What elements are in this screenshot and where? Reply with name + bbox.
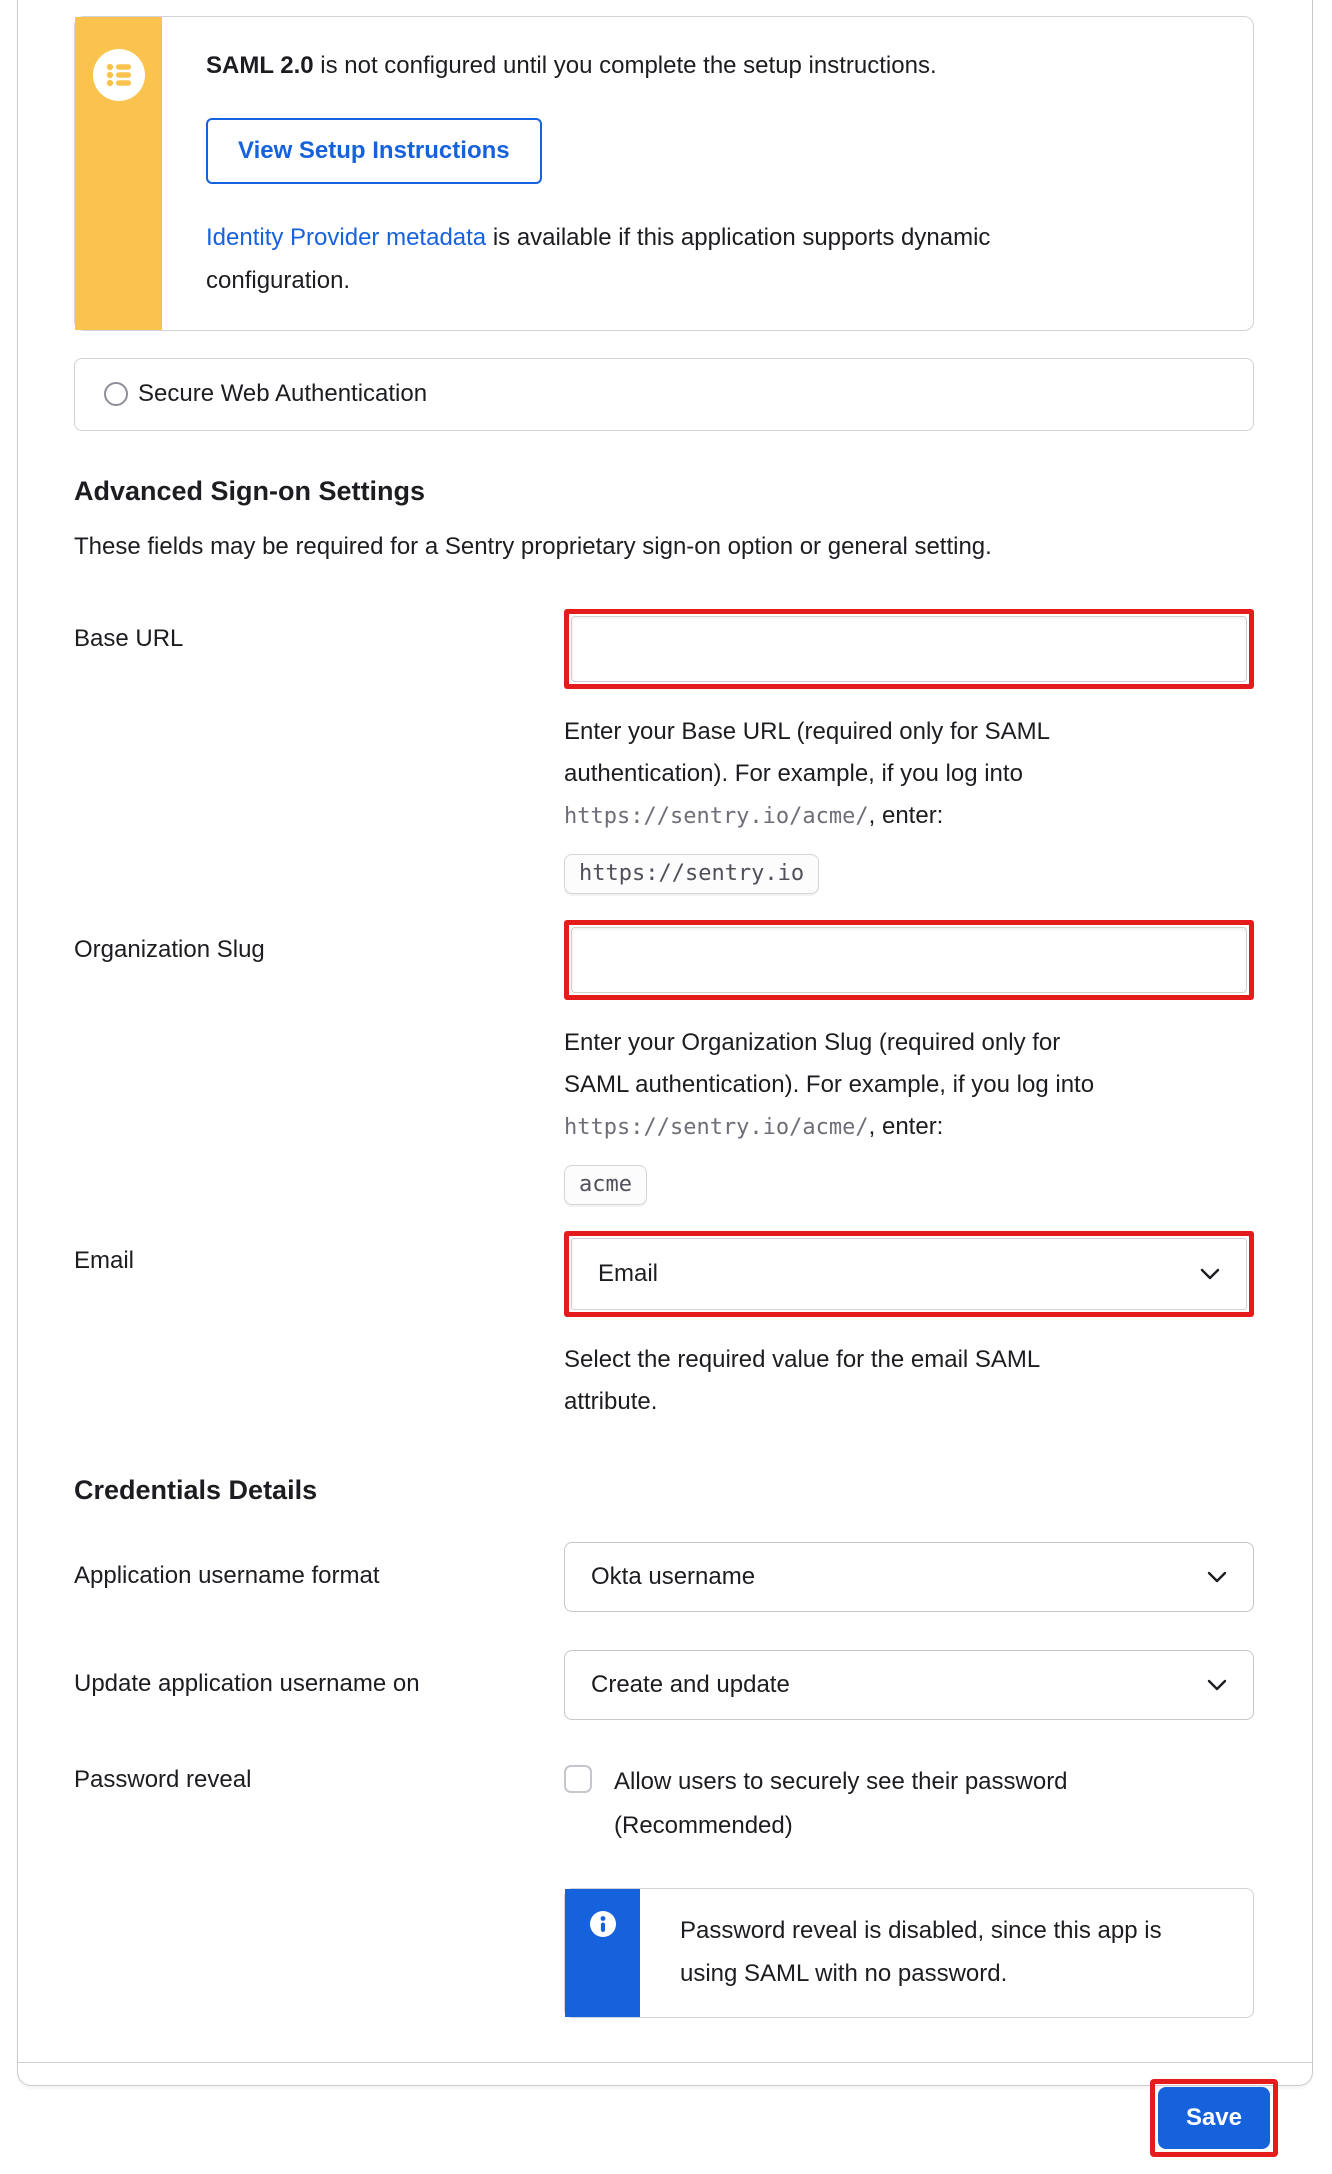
password-reveal-row	[74, 1758, 1254, 2018]
email-help: Select the required value for the email SAML attribute.	[564, 1345, 1040, 1415]
chevron-down-icon	[1207, 1571, 1227, 1583]
update-application-username-label: Update application username on	[74, 1669, 420, 1697]
base-url-help-pre: Enter your Base URL (required only for SAML authentication). For example, if you log into	[564, 717, 1050, 787]
metadata-paragraph-rest: is available if this application supports dynamic configuration.	[206, 223, 991, 294]
save-button[interactable]: Save	[1158, 2087, 1270, 2149]
base-url-input[interactable]	[571, 616, 1247, 682]
base-url-highlight	[564, 609, 1254, 689]
info-accent-strip	[565, 1889, 640, 2017]
save-button-highlight	[1150, 2079, 1278, 2157]
advanced-signon-description: These fields may be required for a Sentry proprietary sign-on option or general setting.	[74, 532, 992, 560]
settings-panel	[17, 0, 1313, 2132]
password-reveal-checkbox-label: Allow users to securely see their password (Recommended)	[614, 1767, 1068, 1839]
organization-slug-highlight	[564, 920, 1254, 1000]
base-url-help-code: https://sentry.io/acme/	[564, 803, 869, 829]
chevron-down-icon	[1200, 1268, 1220, 1280]
swa-radio-label: Secure Web Authentication	[138, 380, 428, 408]
organization-slug-help-post: , enter:	[868, 1112, 944, 1140]
base-url-help	[564, 711, 1112, 838]
organization-slug-input[interactable]	[571, 927, 1247, 993]
base-url-help-post: , enter:	[868, 801, 944, 829]
swa-option-card	[74, 358, 1254, 431]
warning-accent-strip	[75, 17, 162, 330]
view-setup-instructions-button[interactable]: View Setup Instructions	[206, 118, 542, 184]
application-username-format-select[interactable]	[564, 1542, 1254, 1612]
password-reveal-info-card	[564, 1888, 1254, 2018]
organization-slug-example-chip: acme	[564, 1165, 647, 1205]
email-select-value: Email	[598, 1259, 659, 1287]
organization-slug-help-pre: Enter your Organization Slug (required only for SAML authentication). For example, if you log into	[564, 1028, 1095, 1098]
advanced-signon-heading: Advanced Sign-on Settings	[74, 475, 426, 506]
base-url-row	[74, 609, 1254, 894]
organization-slug-help-code: https://sentry.io/acme/	[564, 1114, 869, 1140]
application-username-format-row	[74, 1542, 1254, 1612]
swa-radio[interactable]	[104, 382, 128, 406]
saml-warning-bold: SAML 2.0	[206, 52, 314, 79]
application-username-format-label: Application username format	[74, 1561, 380, 1589]
email-select[interactable]	[571, 1238, 1247, 1310]
update-application-username-select[interactable]	[564, 1650, 1254, 1720]
chevron-down-icon	[1207, 1679, 1227, 1691]
update-application-username-row	[74, 1650, 1254, 1720]
email-row	[74, 1231, 1254, 1423]
list-icon	[93, 49, 145, 101]
password-reveal-info-text: Password reveal is disabled, since this app is using SAML with no password.	[680, 1916, 1162, 1987]
organization-slug-label: Organization Slug	[74, 935, 265, 963]
base-url-example-chip: https://sentry.io	[564, 854, 819, 894]
password-reveal-checkbox[interactable]	[564, 1765, 592, 1793]
update-application-username-value: Create and update	[591, 1670, 790, 1698]
credentials-details-heading: Credentials Details	[74, 1474, 318, 1505]
base-url-label: Base URL	[74, 624, 184, 652]
saml-warning-rest: is not configured until you complete the setup instructions.	[313, 52, 937, 79]
email-highlight	[564, 1231, 1254, 1317]
saml-warning-text	[206, 49, 1213, 84]
organization-slug-help	[564, 1022, 1112, 1149]
info-icon	[590, 1911, 616, 1937]
panel-footer	[18, 2062, 1312, 2174]
application-username-format-value: Okta username	[591, 1562, 756, 1590]
saml-warning-banner	[74, 16, 1254, 331]
password-reveal-label: Password reveal	[74, 1765, 252, 1793]
organization-slug-row	[74, 920, 1254, 1205]
email-label: Email	[74, 1246, 135, 1274]
metadata-paragraph	[206, 216, 1106, 302]
identity-provider-metadata-link[interactable]: Identity Provider metadata	[206, 223, 487, 251]
